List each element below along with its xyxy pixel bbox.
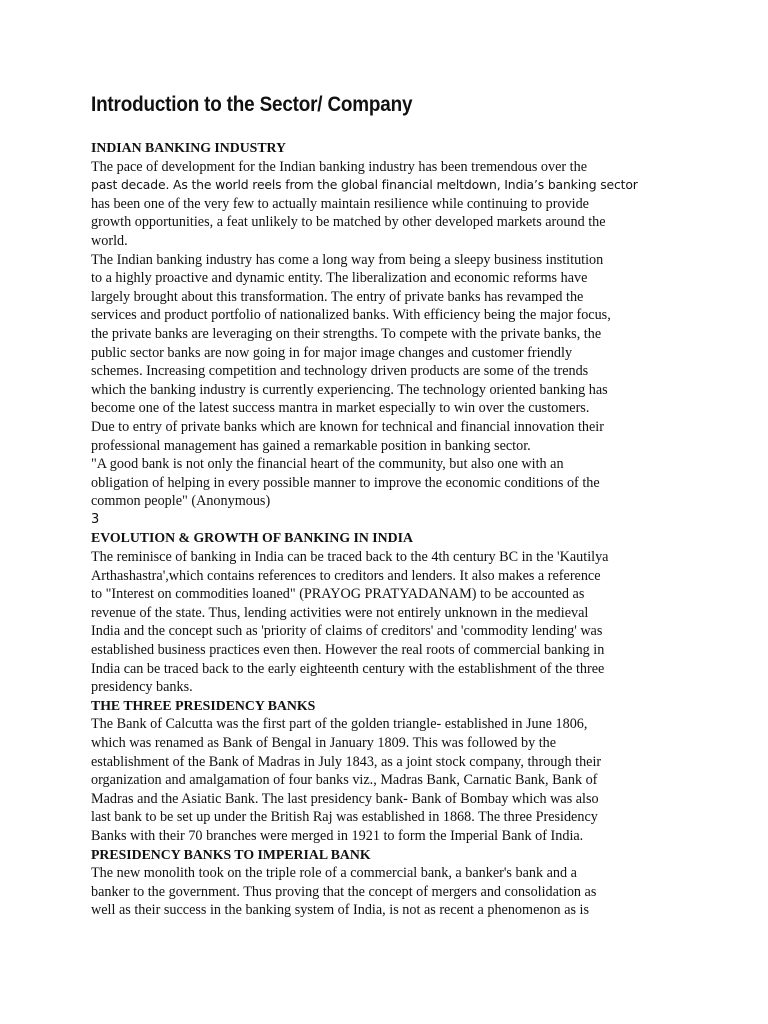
text-line: revenue of the state. Thus, lending activities were not entirely unknown in the medieval (91, 604, 589, 621)
text-line: banker to the government. Thus proving that the concept of mergers and consolidation as (91, 883, 597, 900)
section-heading: THE THREE PRESIDENCY BANKS (91, 697, 316, 713)
text-line: to a highly proactive and dynamic entity. The liberalization and economic reforms have (91, 270, 588, 287)
text-line: Due to entry of private banks which are known for technical and financial innovation their (91, 418, 604, 435)
text-line: largely brought about this transformation. The entry of private banks has revamped the (91, 288, 584, 305)
document-body (91, 139, 678, 920)
text-line: well as their success in the banking system of India, is not as recent a phenomenon as is (91, 902, 590, 919)
text-line: The Bank of Calcutta was the first part of the golden triangle- established in June 1806, (91, 716, 588, 733)
text-line: services and product portfolio of nationalized banks. With efficiency being the major focus, (91, 307, 611, 324)
text-line: to "Interest on commodities loaned" (PRAYOG PRATYADANAM) to be accounted as (91, 586, 585, 603)
text-line: organization and amalgamation of four banks viz., Madras Bank, Carnatic Bank, Bank of (91, 772, 598, 789)
text-line: The new monolith took on the triple role of a commercial bank, a banker's bank and a (91, 865, 577, 882)
text-line: common people" (Anonymous) (91, 493, 271, 510)
text-line: Arthashastra',which contains references to creditors and lenders. It also makes a reference (91, 567, 601, 584)
text-line: become one of the latest success mantra in market especially to win over the customers. (91, 400, 590, 417)
text-line: India and the concept such as 'priority of claims of creditors' and 'commodity lending' was (91, 623, 603, 640)
text-line: Banks with their 70 branches were merged in 1921 to form the Imperial Bank of India. (91, 827, 584, 844)
text-line: presidency banks. (91, 679, 193, 696)
text-line: public sector banks are now going in for major image changes and customer friendly (91, 344, 573, 361)
text-line: has been one of the very few to actually maintain resilience while continuing to provide (91, 195, 589, 212)
text-line: The Indian banking industry has come a long way from being a sleepy business institution (91, 251, 604, 268)
text-line: Madras and the Asiatic Bank. The last presidency bank- Bank of Bombay which was also (91, 790, 599, 807)
text-line: growth opportunities, a feat unlikely to be matched by other developed markets around the (91, 214, 606, 231)
text-line: The reminisce of banking in India can be traced back to the 4th century BC in the 'Kautilya (91, 549, 609, 566)
text-line: which was renamed as Bank of Bengal in January 1809. This was followed by the (91, 735, 557, 751)
page-number: 3 (91, 511, 100, 527)
text-line: The pace of development for the Indian banking industry has been tremendous over the (91, 158, 588, 175)
text-line: established business practices even then. However the real roots of commercial banking in (91, 642, 605, 659)
text-line: India can be traced back to the early eighteenth century with the establishment of the three (91, 660, 605, 677)
text-line: professional management has gained a remarkable position in banking sector. (91, 437, 531, 454)
text-line: schemes. Increasing competition and technology driven products are some of the trends (91, 363, 589, 380)
text-line: the private banks are leveraging on their strengths. To compete with the private banks, the (91, 325, 602, 342)
section-heading: INDIAN BANKING INDUSTRY (91, 140, 286, 155)
text-line: establishment of the Bank of Madras in July 1843, as a joint stock company, through their (91, 753, 602, 770)
section-heading: PRESIDENCY BANKS TO IMPERIAL BANK (91, 846, 371, 862)
text-line: "A good bank is not only the financial heart of the community, but also one with an (91, 456, 564, 473)
section-heading: EVOLUTION & GROWTH OF BANKING IN INDIA (91, 530, 413, 546)
page-title: Introduction to the Sector/ Company (91, 93, 413, 116)
text-line: obligation of helping in every possible manner to improve the economic conditions of the (91, 474, 600, 491)
text-line: world. (91, 232, 128, 249)
text-line: past decade. As the world reels from the global financial meltdown, India’s banking sector (91, 177, 638, 193)
text-line: last bank to be set up under the British Raj was established in 1868. The three Presidency (91, 809, 598, 826)
text-line: which the banking industry is currently experiencing. The technology oriented banking has (91, 381, 608, 398)
